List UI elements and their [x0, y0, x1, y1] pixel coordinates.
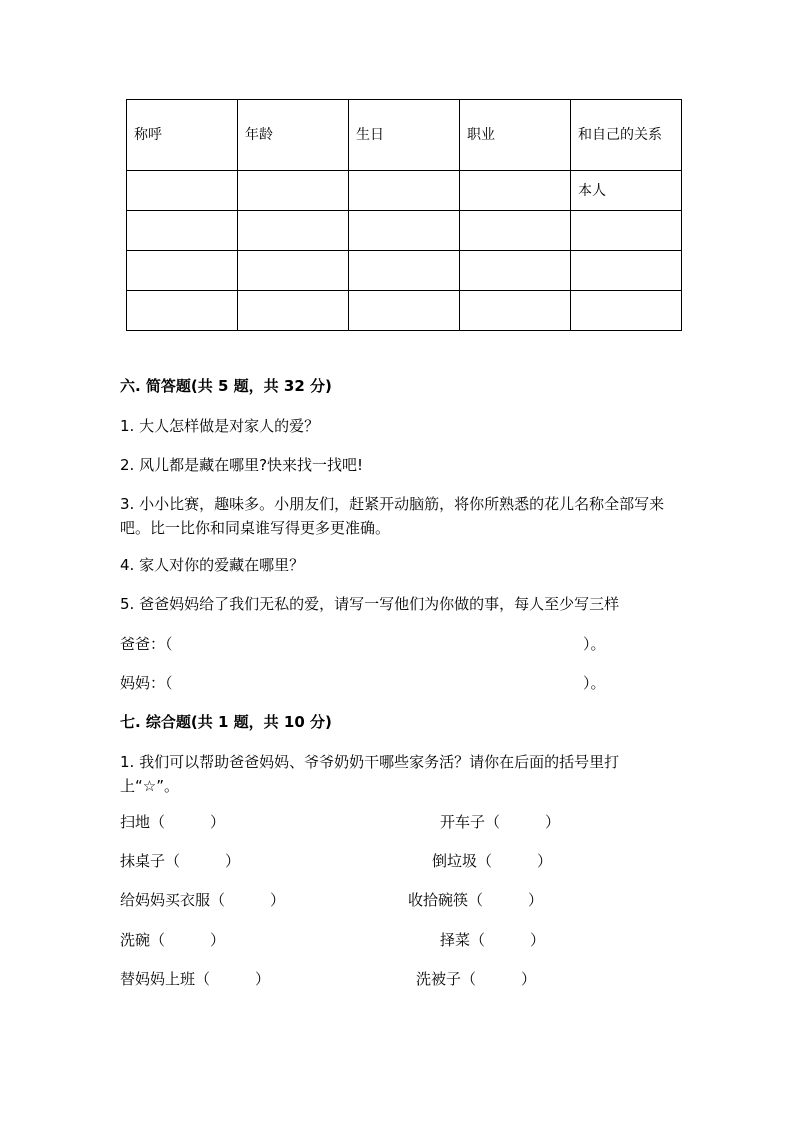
table-cell[interactable] — [127, 291, 238, 331]
header-cell: 和自己的关系 — [571, 100, 682, 171]
table-cell[interactable] — [127, 171, 238, 211]
table-header-row — [127, 100, 682, 171]
question-6-1: 1. 大人怎样做是对家人的爱？ — [120, 417, 320, 435]
table-cell[interactable] — [460, 291, 571, 331]
table-cell[interactable] — [127, 251, 238, 291]
table-cell[interactable] — [349, 171, 460, 211]
question-6-5: 5. 爸爸妈妈给了我们无私的爱，请写一写他们为你做的事，每人至少写三样 — [120, 595, 620, 613]
table-cell[interactable] — [238, 171, 349, 211]
chore-item: 给妈妈买衣服（ ） — [120, 891, 286, 909]
table-cell[interactable] — [238, 211, 349, 251]
chore-item: 替妈妈上班（ ） — [120, 970, 271, 988]
table-cell[interactable] — [460, 171, 571, 211]
table-cell: 本人 — [571, 171, 682, 211]
question-6-3: 3. 小小比赛，趣味多。小朋友们，赶紧开动脑筋，将你所熟悉的花儿名称全部写来吧。比一比你和同桌谁写得更多更准确。 — [120, 495, 665, 537]
table-cell[interactable] — [238, 291, 349, 331]
chore-item: 扫地（ ） — [120, 813, 226, 831]
table-cell[interactable] — [349, 291, 460, 331]
question-7-1: 1. 我们可以帮助爸爸妈妈、爷爷奶奶干哪些家务活？请你在后面的括号里打上“☆”。 — [120, 753, 620, 795]
chore-item: 洗被子（ ） — [416, 970, 537, 988]
chore-item: 洗碗（ ） — [120, 931, 226, 949]
chore-item: 择菜（ ） — [440, 931, 546, 949]
question-6-4: 4. 家人对你的爱藏在哪里？ — [120, 556, 305, 574]
table-row — [127, 291, 682, 331]
table-row — [127, 171, 682, 211]
header-cell: 称呼 — [127, 100, 238, 171]
table-cell[interactable] — [571, 251, 682, 291]
section-6-title: 六. 简答题(共 5 题，共 32 分) — [120, 377, 332, 395]
table-cell[interactable] — [571, 291, 682, 331]
mom-answer-label: 妈妈：（ — [120, 674, 173, 692]
table-cell[interactable] — [127, 211, 238, 251]
table-row — [127, 251, 682, 291]
table-row — [127, 211, 682, 251]
table-cell[interactable] — [238, 251, 349, 291]
section-7-title: 七. 综合题(共 1 题，共 10 分) — [120, 713, 332, 731]
chore-item: 抹桌子（ ） — [120, 852, 241, 870]
chore-item: 倒垃圾（ ） — [432, 852, 553, 870]
dad-answer-label: 爸爸：（ — [120, 635, 173, 653]
dad-answer-close: ）。 — [583, 635, 606, 653]
table-cell[interactable] — [460, 251, 571, 291]
mom-answer-close: ）。 — [583, 674, 606, 692]
header-cell: 职业 — [460, 100, 571, 171]
question-6-2: 2. 风儿都是藏在哪里?快来找一找吧! — [120, 456, 364, 474]
table-cell[interactable] — [349, 211, 460, 251]
table-cell[interactable] — [349, 251, 460, 291]
header-cell: 年龄 — [238, 100, 349, 171]
chore-item: 开车子（ ） — [440, 813, 561, 831]
table-cell[interactable] — [571, 211, 682, 251]
chore-item: 收拾碗筷（ ） — [408, 891, 544, 909]
table-cell[interactable] — [460, 211, 571, 251]
family-info-table — [126, 99, 682, 331]
header-cell: 生日 — [349, 100, 460, 171]
